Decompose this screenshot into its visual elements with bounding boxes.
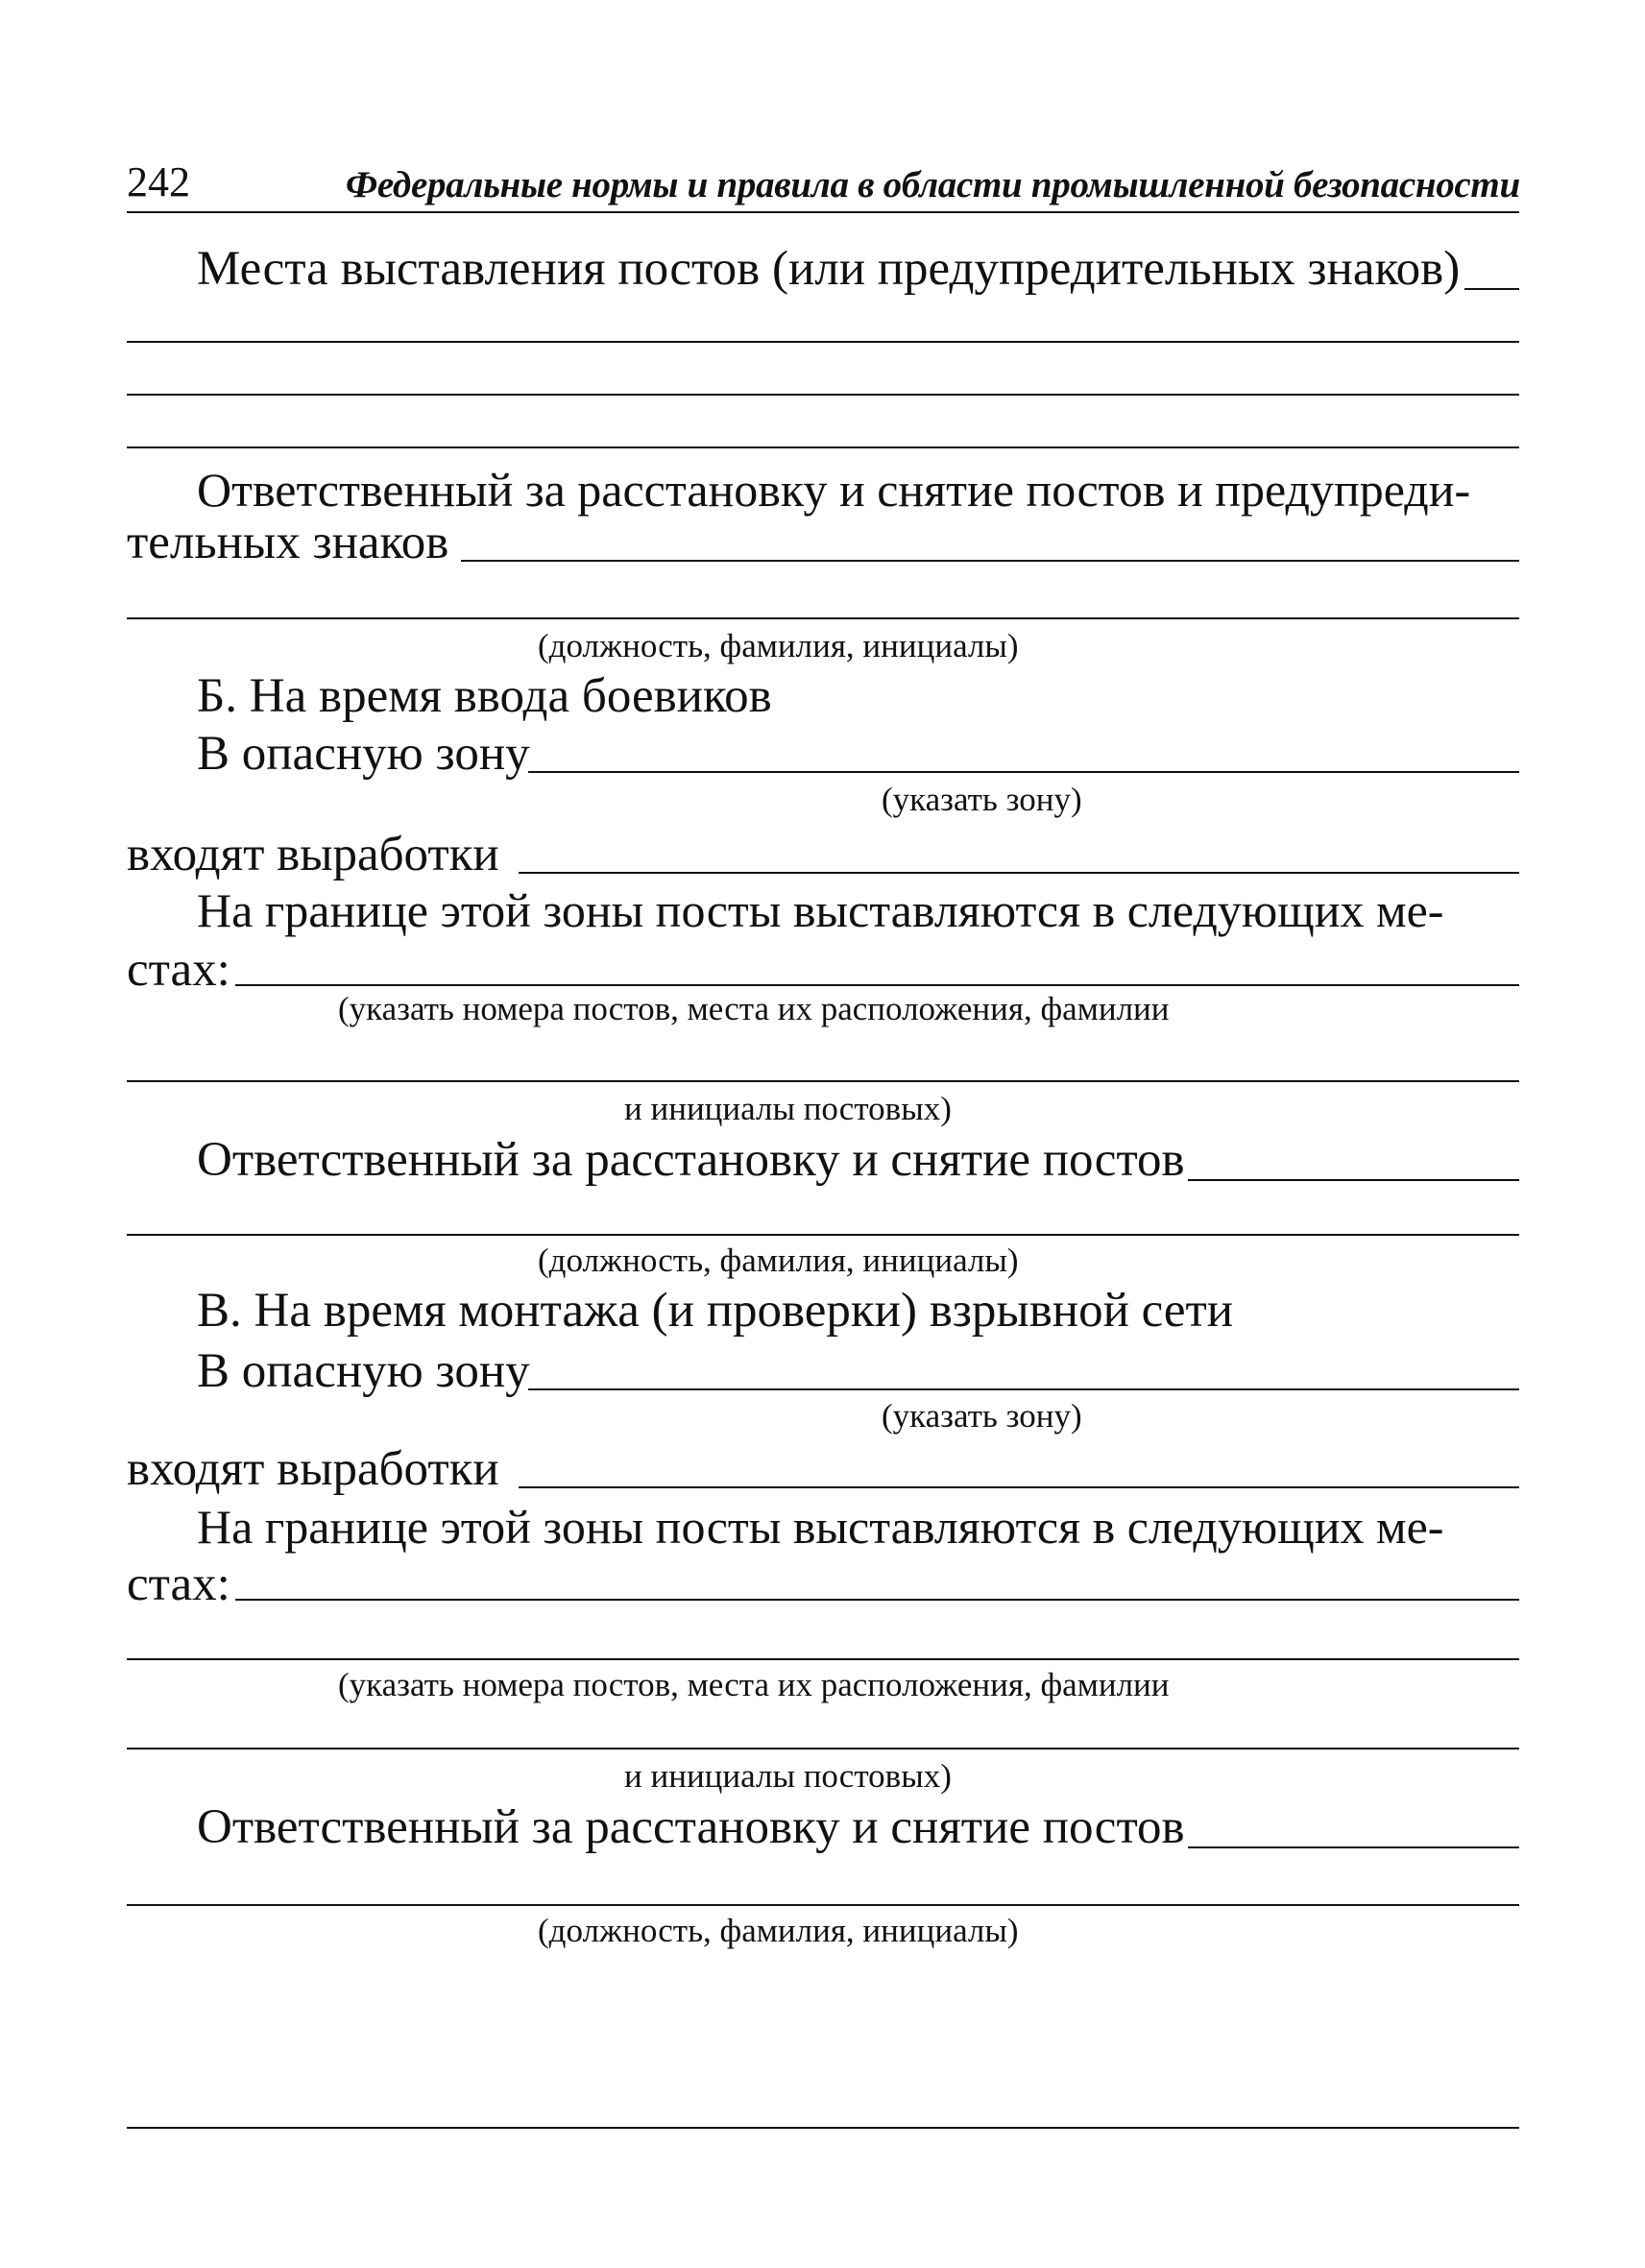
posts-places-field[interactable] bbox=[1464, 288, 1519, 290]
responsible-signs-label-1: Ответственный за расстановку и снятие постов и предупреди- bbox=[197, 463, 1471, 517]
posts-places-field-line-4[interactable] bbox=[127, 446, 1519, 448]
section-c-workings-label: входят выработки bbox=[127, 1442, 499, 1496]
responsible-signs-field[interactable] bbox=[461, 560, 1519, 562]
section-c-zone-caption: (указать зону) bbox=[882, 1397, 1082, 1435]
posts-places-label: Места выставления постов (или предупредительных знаков) bbox=[197, 242, 1461, 296]
section-c-responsible-caption: (должность, фамилия, инициалы) bbox=[538, 1912, 1019, 1949]
footer-rule bbox=[127, 2127, 1519, 2129]
section-c-posts-caption-2: и инициалы постовых) bbox=[624, 1757, 952, 1795]
section-c-responsible-field[interactable] bbox=[1188, 1846, 1519, 1848]
page-number: 242 bbox=[127, 158, 190, 205]
section-b-border-label-2: стах: bbox=[127, 943, 230, 997]
section-b-danger-zone-label: В опасную зону bbox=[197, 727, 530, 781]
section-c-posts-field-line-2[interactable] bbox=[127, 1658, 1519, 1660]
section-c-responsible-label: Ответственный за расстановку и снятие постов bbox=[197, 1800, 1185, 1854]
section-b-responsible-caption: (должность, фамилия, инициалы) bbox=[538, 1242, 1019, 1279]
section-b-responsible-field[interactable] bbox=[1188, 1179, 1519, 1181]
section-c-responsible-field-line-2[interactable] bbox=[127, 1904, 1519, 1906]
section-b-responsible-field-line-2[interactable] bbox=[127, 1234, 1519, 1236]
section-c-danger-zone-label: В опасную зону bbox=[197, 1344, 530, 1398]
section-b-posts-caption-1: (указать номера постов, места их расположения, фамилии bbox=[338, 990, 1170, 1027]
section-b-workings-label: входят выработки bbox=[127, 828, 499, 881]
section-b-border-field[interactable] bbox=[235, 984, 1519, 986]
section-b-posts-caption-2: и инициалы постовых) bbox=[624, 1090, 952, 1127]
posts-places-field-line-3[interactable] bbox=[127, 394, 1519, 396]
running-title: Федеральные нормы и правила в области промышленной безопасности bbox=[346, 164, 1520, 205]
responsible-signs-caption: (должность, фамилия, инициалы) bbox=[538, 627, 1019, 664]
section-c-posts-field-line-3[interactable] bbox=[127, 1748, 1519, 1749]
section-c-danger-zone-field[interactable] bbox=[528, 1388, 1519, 1390]
section-b-heading: Б. На время ввода боевиков bbox=[197, 669, 772, 723]
section-c-posts-caption-1: (указать номера постов, места их расположения, фамилии bbox=[338, 1666, 1170, 1703]
section-b-zone-caption: (указать зону) bbox=[882, 781, 1082, 818]
section-c-border-label-1: На границе этой зоны посты выставляются в следующих ме- bbox=[197, 1500, 1444, 1554]
section-b-workings-field[interactable] bbox=[519, 872, 1519, 874]
section-b-border-label-1: На границе этой зоны посты выставляются в следующих ме- bbox=[197, 883, 1444, 937]
responsible-signs-field-line-2[interactable] bbox=[127, 617, 1519, 619]
responsible-signs-label-2: тельных знаков bbox=[127, 516, 449, 569]
section-b-danger-zone-field[interactable] bbox=[528, 771, 1519, 773]
posts-places-field-line-2[interactable] bbox=[127, 341, 1519, 343]
section-c-border-field[interactable] bbox=[235, 1599, 1519, 1601]
section-c-border-label-2: стах: bbox=[127, 1557, 230, 1611]
section-c-workings-field[interactable] bbox=[519, 1486, 1519, 1488]
section-b-posts-field-line-2[interactable] bbox=[127, 1080, 1519, 1082]
header-rule bbox=[127, 211, 1519, 213]
section-b-responsible-label: Ответственный за расстановку и снятие постов bbox=[197, 1133, 1185, 1187]
section-c-heading: В. На время монтажа (и проверки) взрывной сети bbox=[197, 1284, 1234, 1338]
